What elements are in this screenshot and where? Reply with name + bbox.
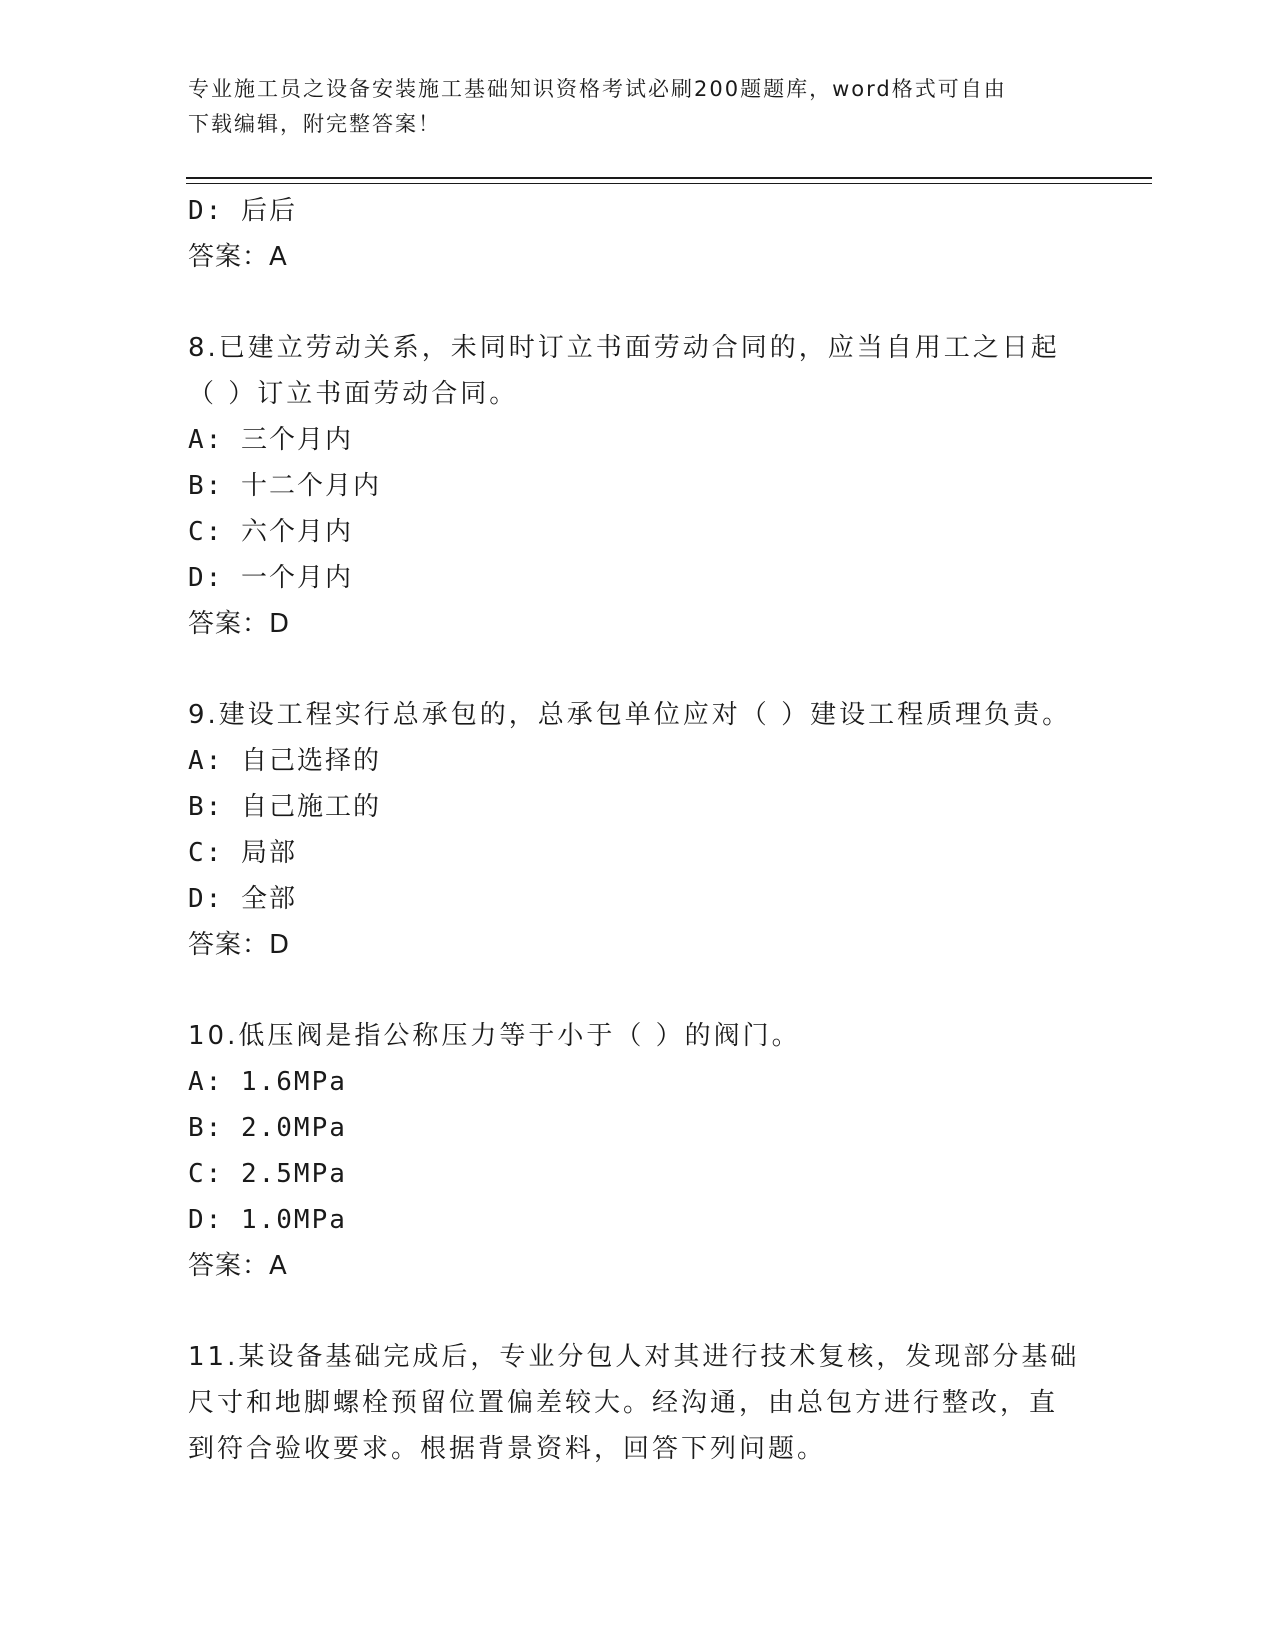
question-10 [188, 1013, 1088, 1289]
header-title-line-1: 专业施工员之设备安装施工基础知识资格考试必刷200题题库，word格式可自由 [188, 77, 1007, 101]
option-d: D: 1.0MPa [188, 1205, 347, 1235]
option-a: A: 1.6MPa [188, 1067, 347, 1097]
option-a: A: 三个月内 [188, 425, 353, 455]
question-text: 8.已建立劳动关系，未同时订立书面劳动合同的，应当自用工之日起 [188, 333, 1060, 363]
question-text: 到符合验收要求。根据背景资料，回答下列问题。 [188, 1434, 827, 1464]
spacer [188, 647, 1088, 692]
question-text: 10.低压阀是指公称压力等于小于（ ）的阀门。 [188, 1021, 801, 1051]
question-9 [188, 692, 1088, 968]
question-text: 9.建设工程实行总承包的，总承包单位应对（ ）建设工程质理负责。 [188, 700, 1072, 730]
option-c: C: 六个月内 [188, 517, 353, 547]
option-d: D: 全部 [188, 884, 297, 914]
spacer [188, 280, 1088, 325]
question-8 [188, 325, 1088, 647]
option-c: C: 局部 [188, 838, 297, 868]
option-b: B: 2.0MPa [188, 1113, 347, 1143]
question-text: （ ）订立书面劳动合同。 [188, 379, 519, 409]
option-b: B: 自己施工的 [188, 792, 381, 822]
document-body [188, 188, 1088, 1472]
question-11 [188, 1334, 1088, 1472]
spacer [188, 968, 1088, 1013]
option-b: B: 十二个月内 [188, 471, 381, 501]
spacer [188, 1289, 1088, 1334]
option-a: A: 自己选择的 [188, 746, 381, 776]
answer: 答案：A [188, 1251, 288, 1281]
question-text: 11.某设备基础完成后，专业分包人对其进行技术复核，发现部分基础 [188, 1342, 1080, 1372]
option-d: D: 后后 [188, 196, 297, 226]
header-divider [186, 177, 1152, 179]
option-d: D: 一个月内 [188, 563, 353, 593]
option-c: C: 2.5MPa [188, 1159, 347, 1189]
answer: 答案：A [188, 242, 288, 272]
question-text: 尺寸和地脚螺栓预留位置偏差较大。经沟通，由总包方进行整改，直 [188, 1388, 1059, 1418]
answer: 答案：D [188, 609, 291, 639]
header-divider-thin [186, 183, 1152, 184]
answer: 答案：D [188, 930, 291, 960]
header-title-line-2: 下载编辑，附完整答案！ [188, 112, 441, 136]
document-header [188, 72, 1068, 142]
